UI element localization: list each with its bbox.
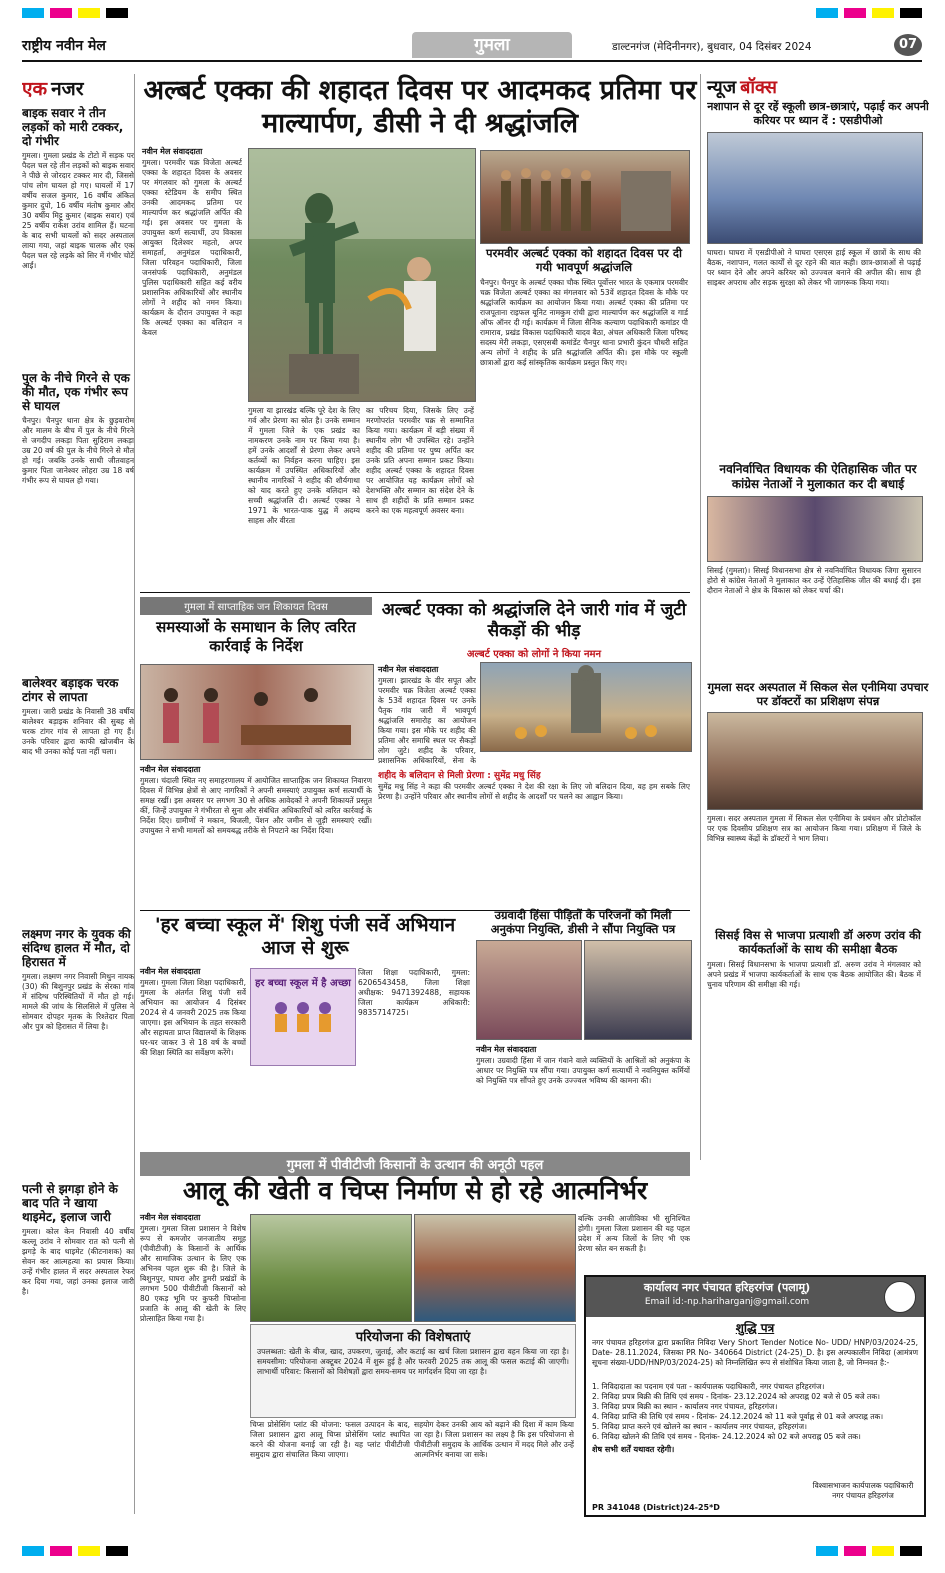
box-label: बॉक्स — [740, 77, 777, 98]
nazar-label: नजर — [51, 78, 84, 100]
jansamasya-photo — [140, 664, 374, 760]
dateline: डाल्टनगंज (मेदिनीनगर), बुधवार, 04 दिसंबर 2024 — [612, 41, 812, 53]
color-registration-bottom — [22, 1546, 922, 1556]
memorial-illustration — [481, 663, 691, 751]
page-number: 07 — [894, 34, 922, 56]
story-body: गुमला। कोल केन निवासी 40 वर्षीय कल्लू उरांव ने सोमवार रात को पत्नी से झगड़े के बाद थाइमेट (कीटनाशक) का सेवन कर आत्महत्या का प्रयास किया। उन्हें गंभीर हालत में सदर अस्पताल रेफर कर दिया गया, जहां उनका इलाज जारी है। — [22, 1227, 134, 1296]
news-box-story2-title: नवनिर्वाचित विधायक की ऐतिहासिक जीत पर कांग्रेस नेताओं ने मुलाकात कर दी बधाई — [719, 462, 917, 491]
potato-box-body: उपलब्धता: खेती के बीज, खाद, उपकरण, जुताई, और कटाई का खर्च जिला प्रशासन द्वारा वहन किया जा रहा है। समयसीमा: परियोजना अक्टूबर 2024 में शुरू हुई है और फरवरी 2025 तक आलू की फसल कटाई की जाएगी। लाभार्थी परिवार: किसानों को विशेषज्ञों द्वारा समय-समय पर मार्गदर्शन दिया जा रहा है। — [257, 1347, 569, 1376]
story-title: बालेश्वर बड़ाइक चरक टांगर से लापता — [22, 676, 119, 704]
shuddhi-patra-notice — [584, 1275, 926, 1517]
jansamasya-kicker: गुमला में साप्ताहिक जन शिकायत दिवस — [140, 597, 372, 615]
ek-nazar-story-3 — [22, 676, 134, 923]
soldiers-illustration — [481, 151, 689, 243]
school-headline: 'हर बच्चा स्कूल में' शिशु पंजी सर्वे अभियान आज से शुरू — [154, 914, 456, 959]
left-column — [22, 74, 135, 1514]
potato-kicker: गुमला में पीवीटीजी किसानों के उत्थान की अनूठी पहल — [140, 1152, 690, 1176]
notice-items — [586, 1382, 924, 1442]
school-body: गुमला। गुमला जिला शिक्षा पदाधिकारी, गुमला के अंतर्गत शिशु पंजी सर्वे अभियान का आयोजन 4 दिसंबर 2024 से 4 जनवरी 2025 तक किया जाएगा। इस अभियान के तहत सरकारी और सहायता प्राप्त विद्यालयों के शिक्षक घर-घर जाकर 3 से 18 वर्ष के बच्चों की शिक्षा स्थिति का सर्वेक्षण करेंगे। — [140, 978, 246, 1057]
masthead — [22, 32, 922, 62]
chainpur-photo — [480, 150, 690, 244]
section-divider — [140, 592, 690, 593]
news-box-story2-photo — [707, 496, 923, 562]
notice-signature: विश्वासभाजन कार्यपालक पदाधिकारी नगर पंचायत हरिहरगंज — [812, 1481, 914, 1500]
anukampa-photo-left — [476, 940, 582, 1040]
news-box-story1-title: नशापान से दूर रहें स्कूली छात्र-छात्राएं, पढ़ाई कर अपनी करियर पर ध्यान दें : एसडीपीओ — [707, 100, 929, 127]
sharda-headline: अल्बर्ट एक्का को श्रद्धांजलि देने जारी गांव में जुटी सैकड़ों की भीड़ — [381, 600, 687, 641]
paper-name: राष्ट्रीय नवीन मेल — [22, 38, 106, 54]
ek-label: एक — [22, 78, 48, 100]
potato-body-b: चिप्स प्रोसेसिंग प्लांट की योजना: फसल उत्पादन के बाद, जिला प्रशासन द्वारा आलू चिप्स प्रोसेसिंग प्लांट स्थापित करने की योजना बनाई जा रही है। यह प्लांट पीवीटीजी समुदाय द्वारा संचालित किया जाएगा। — [250, 1420, 410, 1459]
anukampa-body: गुमला। उग्रवादी हिंसा में जान गंवाने वाले व्यक्तियों के आश्रितों को अनुकंपा के आधार पर नियुक्ति पत्र सौंपा गया। उपायुक्त कर्ण सत्यार्थी ने नवनियुक्त कर्मियों को नियुक्ति पत्र सौंपते हुए उनके उज्ज्वल भविष्य की कामना की। — [476, 1056, 690, 1085]
sharda-subhead: अल्बर्ट एक्का को लोगों ने किया नमन — [466, 649, 602, 660]
news-label: न्यूज — [707, 77, 737, 98]
ek-nazar-label — [22, 74, 134, 102]
potato-field-photo — [250, 1214, 412, 1322]
story-body: चैनपुर। चैनपुर थाना क्षेत्र के छुड़वारोम और मालम के बीच में पुल के नीचे गिरने से जगदीप लकड़ा पिता सुदिराम लकड़ा उम्र 20 वर्ष की पुल के नीचे गिरने से मौत हो गई। जबकि उनके साथी जीतवाहन कुमार पिता जानेश्वर लोहरा उम्र 18 वर्ष गंभीर रूप से घायल हो गया। — [22, 416, 134, 485]
notice-footer-note: शेष सभी शर्तें यथावत रहेगी। — [592, 1445, 675, 1454]
sharda-photo — [480, 662, 692, 752]
chainpur-body: चैनपुर। चैनपुर के अल्बर्ट एक्का चौक स्थित पूर्वोत्तर भारत के एकमात्र परमवीर चक्र विजेता अल्बर्ट एक्का का मंगलवार को 53वें शहादत दिवस के मौके पर श्रद्धांजलि कार्यक्रम का आयोजन किया गया। अल्बर्ट एक्का की प्रतिमा पर राजपूताना राइफल यूनिट नामकुम रांची द्वारा माल्यार्पण कर श्रद्धांजलि व गार्ड ऑफ ऑनर दी गई। कार्यक्रम में जिला सैनिक कल्याण पदाधिकारी कमांडर पी रामाराव, प्रखंड विकास पदाधिकारी यादव बैठा, अंचल अधिकारी जिला परिषद सदस्य मेरी लकड़ा, एसएसबी कमांडेंट चैनपुर थाना प्रभारी कुंदन चौधरी सहित अन्य लोगों ने शहीद के प्रति श्रद्धांजलि अर्पित की। इस मौके पर स्कूली छात्राओं द्वारा कई सांस्कृतिक कार्यक्रम प्रस्तुत किए गए। — [480, 278, 688, 367]
jansamasya-byline: नवीन मेल संवाददाता — [140, 765, 201, 774]
potato-body-d: बल्कि उनकी आजीविका भी सुनिश्चित होगी। गुमला जिला प्रशासन की यह पहल प्रदेश में अन्य जिलों के लिए भी एक प्रेरणा स्रोत बन सकती है। — [578, 1214, 690, 1253]
jansamasya-body: गुमला। चंदाली स्थित नए समाहरणालय में आयोजित साप्ताहिक जन शिकायत निवारण दिवस में विभिन्न क्षेत्रों से आए नागरिकों ने अपनी समस्याएं उपायुक्त कर्ण सत्यार्थी के समक्ष रखीं। इस अवसर पर लगभग 30 से अधिक आवेदकों ने अपनी शिकायतें प्रस्तुत कीं, जिन्हें उपायुक्त ने गंभीरता से सुना और संबंधित अधिकारियों को त्वरित कार्रवाई के निर्देश दिए। ग्रामीणों ने मकान, बिजली, पेंशन और जमीन से जुड़ी समस्याएं रखीं। उपायुक्त ने सभी मामलों को समयबद्ध तरीके से निपटाने का निर्देश दिया। — [140, 776, 372, 835]
statue-illustration — [249, 149, 475, 401]
notice-pr-no: PR 341048 (District)24-25*D — [592, 1503, 720, 1512]
school-contact: जिला शिक्षा पदाधिकारी, गुमला: 6206543458, जिला शिक्षा अधीक्षक: 9471392488, सहायक जिला कार्यक्रम अधिकारी: 9835714725। — [358, 968, 470, 1017]
news-box-story3-body: गुमला। सदर अस्पताल गुमला में सिकल सेल एनीमिया के प्रबंधन और प्रोटोकॉल पर एक दिवसीय प्रशिक्षण सत्र का आयोजन किया गया। प्रशिक्षण में जिले के विभिन्न स्वास्थ्य केंद्रों के डॉक्टरों ने भाग लिया। — [707, 814, 921, 843]
statue-photo — [248, 148, 476, 402]
children-illustration — [251, 998, 355, 1038]
potato-byline: नवीन मेल संवाददाता — [140, 1213, 201, 1222]
sharda-body-b: सुमेंद्र मधु सिंह ने कहा की परमवीर अल्बर्ट एक्का ने देश की रक्षा के लिए जो बलिदान दिया, वह हम सबके लिए प्रेरणा है। उन्होंने परिवार और स्थानीय लोगों से शहीद के आदर्शों पर चलने का आह्वान किया। — [378, 782, 690, 801]
news-box-column — [700, 74, 929, 1160]
meeting-illustration — [141, 665, 373, 759]
poster-title: हर बच्चा स्कूल में है अच्छा — [255, 978, 351, 989]
emblem-icon — [884, 1281, 916, 1313]
anukampa-headline: उग्रवादी हिंसा पीड़ितों के परिजनों को मिली अनुकंपा नियुक्ति, डीसी ने सौंपा नियुक्ति पत्र — [490, 908, 676, 936]
sharda-body-a: गुमला। झारखंड के वीर सपूत और परमवीर चक्र विजेता अल्बर्ट एक्का के 53वें शहादत दिवस पर उनके पैतृक गांव जारी में भावपूर्ण श्रद्धांजलि समारोह का आयोजन किया गया। इस मौके पर शहीद की प्रतिमा और समाधि स्थल पर सैकड़ों लोग जुटे। शहीद के परिवार, प्रशासनिक अधिकारियों, सेना के — [378, 676, 476, 764]
notice-intro: नगर पंचायत हरिहरगंज द्वारा प्रकाशित निविदा Very Short Tender Notice No- UDD/ HNP/03/2024-25, Date- 28.11.2024, जिसका PR No- 340664 District (24-25)_D. है। इस अल्पकालीन निविदा (आमंत्रण सूचना संख्या-UDD/HNP/03/2024-25) को निम्नलिखित रूप से संशोधित किया जाता है, जो निम्नवत है:- — [592, 1338, 918, 1367]
ek-nazar-story-1 — [22, 106, 134, 367]
news-box-story1-photo — [707, 132, 923, 244]
anukampa-byline: नवीन मेल संवाददाता — [476, 1045, 537, 1054]
story-body: गुमला। लक्ष्मण नगर निवासी मिथुन नायक (30) की बिशुनपुर प्रखंड के सेरका गांव में संदिग्ध परिस्थितियों में मौत हो गई। मामले की जांच के सिलसिले में पुलिस ने सोमवार दोपहर मृतक के रिश्तेदार पिता और पुत्र को हिरासत में लिया है। — [22, 972, 134, 1031]
notice-title: शुद्धि पत्र — [735, 1321, 775, 1335]
notice-item: 1. निविदादाता का पदनाम एवं पता - कार्यपालक पदाधिकारी, नगर पंचायत हरिहरगंज। — [592, 1382, 825, 1391]
potato-headline: आलू की खेती व चिप्स निर्माण से हो रहे आत्मनिर्भर — [182, 1176, 648, 1205]
potato-box — [250, 1324, 576, 1418]
notice-item: 4. निविदा प्राप्ति की तिथि एवं समय - दिनांक- 24.12.2024 को 11 बजे पूर्वाह्न से 01 बजे अपराह्न तक। — [592, 1412, 884, 1421]
potato-box-title: परियोजना की विशेषताएं — [355, 1330, 471, 1345]
ek-nazar-story-2 — [22, 371, 134, 672]
school-poster — [250, 968, 356, 1066]
sharda-caption: शहीद के बलिदान से मिली प्रेरणा : सुमेंद्र मधु सिंह — [378, 771, 541, 781]
potato-body-c: सहयोग देकर उनकी आय को बढ़ाने की दिशा में काम किया जा रहा है। जिला प्रशासन का लक्ष्य है कि इस परियोजना से पीवीटीजी समुदाय के आर्थिक उत्थान में मदद मिले और उन्हें आत्मनिर्भर बनाया जा सके। — [414, 1420, 574, 1459]
jansamasya-headline: समस्याओं के समाधान के लिए त्वरित कार्रवाई के निर्देश — [156, 618, 356, 655]
main-headline: अल्बर्ट एक्का की शहादत दिवस पर आदमकद प्रतिमा पर माल्यार्पण, डीसी ने दी श्रद्धांजलि — [143, 75, 697, 139]
notice-office: कार्यालय नगर पंचायत हरिहरगंज (पलामू) — [643, 1281, 811, 1294]
potato-body: गुमला। गुमला जिला प्रशासन ने विशेष रूप से कमजोर जनजातीय समूह (पीवीटीजी) के किसानों के आर्थिक और सामाजिक उत्थान के लिए एक अभिनव पहल शुरू की है। जिले के बिशुनपुर, घाघरा और डुमरी प्रखंडों के लगभग 500 पीवीटीजी किसानों को 80 एकड़ भूमि पर कुफरी चिप्सोना प्रजाति के आलू की खेती के लिए प्रोत्साहित किया गया है। — [140, 1224, 246, 1323]
anukampa-photo-right — [584, 940, 692, 1040]
story-title: बाइक सवार ने तीन लड़कों को मारी टक्कर, दो गंभीर — [22, 106, 124, 148]
ek-nazar-story-4 — [22, 927, 134, 1178]
notice-item: 2. निविदा प्रपत्र बिक्री की तिथि एवं समय - दिनांक- 23.12.2024 को अपराह्न 02 बजे से 05 बजे तक। — [592, 1392, 880, 1401]
school-byline: नवीन मेल संवाददाता — [140, 967, 201, 976]
notice-item: 6. निविदा खोलने की तिथि एवं समय - दिनांक- 24.12.2024 को 02 बजे अपराह्न 05 बजे तक। — [592, 1432, 861, 1441]
news-box-label — [707, 74, 929, 100]
section-tab: गुमला — [412, 32, 572, 58]
main-byline: नवीन मेल संवाददाता — [142, 147, 203, 156]
notice-item: 5. निविदा प्राप्त करने एवं खोलने का स्थान - कार्यालय नगर पंचायत, हरिहरगंज। — [592, 1422, 807, 1431]
main-body-a: गुमला। परमवीर चक्र विजेता अल्बर्ट एक्का के शहादत दिवस के अवसर पर मंगलवार को गुमला के अल्बर्ट एक्का स्टेडियम के समीप स्थित उनकी आदमकद प्रतिमा पर माल्यार्पण कर श्रद्धांजलि अर्पित की गई। इस अवसर पर गुमला के उपायुक्त कर्ण सत्यार्थी, उप विकास आयुक्त दिलेश्वर महतो, अपर समाहर्ता, अनुमंडल पदाधिकारी, जिला परिवहन पदाधिकारी, जिला जनसंपर्क पदाधिकारी, अनुमंडल पुलिस पदाधिकारी सहित कई वरीय प्रशासनिक अधिकारियों और स्थानीय लोगों ने शहीद को नमन किया। कार्यक्रम के दौरान उपायुक्त ने कहा कि अल्बर्ट एक्का का बलिदान न केवल — [142, 158, 242, 337]
story-body: गुमला। जारी प्रखंड के निवासी 38 वर्षीय बालेश्वर बड़ाइक शनिवार की सुबह से चरक टांगर गांव से लापता हो गए हैं। उनके परिवार द्वारा काफी खोजबीन के बाद भी उनका कोई पता नहीं चला। — [22, 707, 134, 756]
chainpur-headline: परमवीर अल्बर्ट एक्का को शहादत दिवस पर दी गयी भावपूर्ण श्रद्धांजलि — [486, 246, 682, 274]
news-box-story3-title: गुमला सदर अस्पताल में सिकल सेल एनीमिया उपचार पर डॉक्टरों का प्रशिक्षण संपन्न — [707, 680, 929, 708]
story-title: पुल के नीचे गिरने से एक की मौत, एक गंभीर रूप से घायल — [22, 371, 130, 413]
notice-email: Email id:-np.hariharganj@gmail.com — [644, 1297, 810, 1307]
main-body-b: गुमला या झारखंड बल्कि पूरे देश के लिए गर्व और प्रेरणा का स्रोत है। उनके सम्मान में गुमला जिले के एक प्रखंड का नामकरण उनके नाम पर किया गया है। हमें उनके आदर्शों से प्रेरणा लेकर अपने कर्तव्यों का निर्वहन करना चाहिए। इस कार्यक्रम में उपस्थित अधिकारियों और स्थानीय नागरिकों ने शहीद की शौर्यगाथा को याद करते हुए उनके बलिदान को सच्ची श्रद्धांजलि दी। अल्बर्ट एक्का ने 1971 के भारत-पाक युद्ध में अदम्य साहस और वीरता — [248, 406, 360, 525]
potato-farmers-photo — [414, 1214, 576, 1322]
story-title: पत्नी से झगड़ा होने के बाद पति ने खाया थाइमेट, इलाज जारी — [22, 1182, 118, 1224]
story-body: गुमला। गुमला प्रखंड के टोटो में सड़क पर पैदल चल रहे तीन लड़कों को बाइक सवार ने पीछे से जोरदार टक्कर मार दी, जिससे पांच लोग घायल हो गए। घायलों में 17 वर्षीय सजल कुमार, 16 वर्षीय अंकित कुमार दुपो, 16 वर्षीय मंतोष कुमार और 30 वर्षीय मिट्टू कुमार (बाइक सवार) एवं 25 वर्षीय राकेश उरांव शामिल हैं। घटना के बाद सभी घायलों को सदर अस्पताल लाया गया, जहां बाइक चालक और एक पैदल चल रहे लड़के को सिर में गंभीर चोटें आईं। — [22, 151, 134, 270]
notice-item: 3. निविदा प्रपत्र बिक्री का स्थान - कार्यालय नगर पंचायत, हरिहरगंज। — [592, 1402, 778, 1411]
news-box-story4-title: सिसई विस से भाजपा प्रत्याशी डॉ अरुण उरांव की कार्यकर्ताओं के साथ की समीक्षा बैठक — [715, 928, 921, 956]
color-registration-top — [22, 8, 922, 18]
news-box-story1-body: घाघरा। घाघरा में एसडीपीओ ने घाघरा एसएस हाई स्कूल में छात्रों के साथ की बैठक, नशापान, गलत कार्यों से दूर रहने की बात कही। छात्र-छात्राओं से पढ़ाई पर ध्यान देने और अपने करियर को उज्ज्वल बनाने की अपील की। साथ ही साइबर अपराध और सड़क सुरक्षा को लेकर भी जागरूक किया गया। — [707, 248, 921, 287]
main-body-c: का परिचय दिया, जिसके लिए उन्हें मरणोपरांत परमवीर चक्र से सम्मानित किया गया। कार्यक्रम में बड़ी संख्या में स्थानीय लोग भी उपस्थित रहे। उन्होंने शहीद की प्रतिमा पर पुष्प अर्पित कर उनके प्रति अपना सम्मान प्रकट किया। शहीद अल्बर्ट एक्का के शहादत दिवस पर आयोजित यह कार्यक्रम लोगों को देशभक्ति और सम्मान का संदेश देने के साथ ही शहीदों के प्रति सम्मान प्रकट करने का एक महत्वपूर्ण अवसर बना। — [366, 406, 474, 515]
news-box-story3-photo — [707, 712, 923, 810]
news-box-story2-body: सिसई (गुमला)। सिसई विधानसभा क्षेत्र से नवनिर्वाचित विधायक जिगा सुसारन होरो से कांग्रेस नेताओं ने मुलाकात कर उन्हें ऐतिहासिक जीत की बधाई दी। इस दौरान नेताओं ने क्षेत्र के विकास को लेकर चर्चा की। — [707, 566, 921, 595]
sharda-byline: नवीन मेल संवाददाता — [378, 665, 439, 674]
notice-header — [586, 1277, 924, 1317]
ek-nazar-story-5 — [22, 1182, 134, 1427]
story-title: लक्ष्मण नगर के युवक की संदिग्ध हालत में मौत, दो हिरासत में — [22, 927, 131, 969]
news-box-story4-body: गुमला। सिसई विधानसभा के भाजपा प्रत्याशी डॉ. अरुण उरांव ने मंगलवार को अपने प्रखंड में भाजपा कार्यकर्ताओं के साथ एक बैठक आयोजित की। बैठक में चुनाव परिणाम की समीक्षा की गई। — [707, 960, 921, 989]
